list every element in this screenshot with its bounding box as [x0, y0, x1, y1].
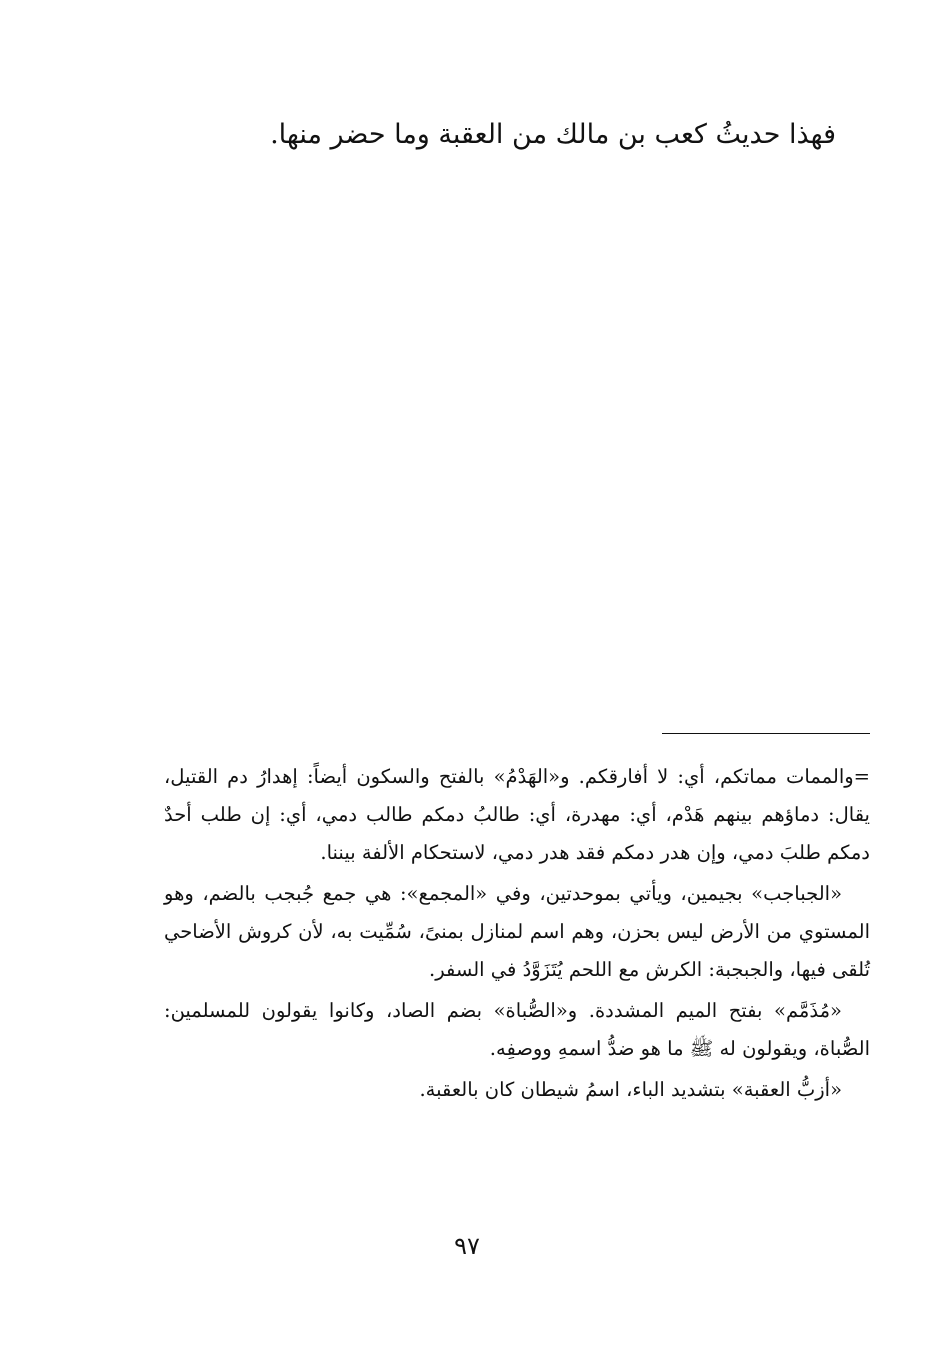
footnote-azabb: «أزبُّ العقبة» بتشديد الباء، اسمُ شيطان كان بالعقبة. — [419, 1078, 842, 1101]
footnote-jabajib: «الجباجب» بجيمين، ويأتي بموحدتين، وفي «المجمع»: هي جمع جُبجب بالضم، وهو المستوي من الأرض ليس بحزن، وهم اسم لمنازل بمنىً، سُمِّيت به، لأن كروش الأضاحي تُلقى فيها، والجبجبة: الكرش مع اللحم يُتَزَوَّدُ في السفر. — [164, 882, 870, 981]
page-number: ٩٧ — [454, 1232, 480, 1260]
footnote-separator — [662, 733, 870, 734]
footnotes-section — [164, 758, 870, 1112]
footnote-mudhammam: «مُذَمَّم» بفتح الميم المشددة. و«الصُّباة» بضم الصاد، وكانوا يقولون للمسلمين: الصُّباة، ويقولون له ﷺ ما هو ضدُّ اسمهِ ووصفِه. — [164, 999, 870, 1060]
main-paragraph: فهذا حديثُ كعب بن مالك من العقبة وما حضر منها. — [270, 119, 836, 150]
footnote-continuation: =والممات مماتكم، أي: لا أفارقكم. و«الهَدْمُ» بالفتح والسكون أيضاً: إهدارُ دم القتيل، يقال: دماؤهم بينهم هَدْم، أي: مهدرة، أي: طالبُ دمكم طالب دمي، أي: إن طلب أحدٌ دمكم طلبَ دمي، وإن هدر دمكم فقد هدر دمي، لاستحكام الألفة بيننا. — [164, 765, 870, 864]
